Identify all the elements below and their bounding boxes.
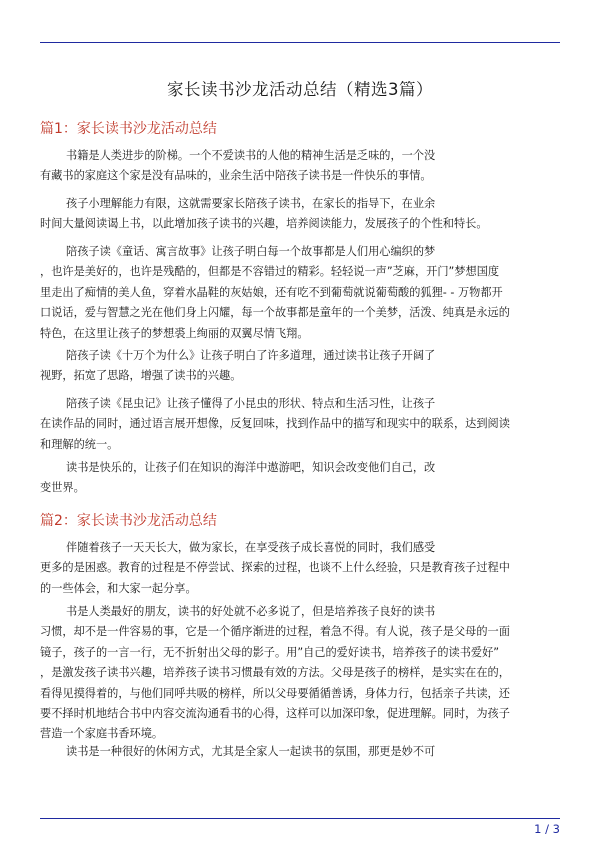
paragraph-line: 读书是快乐的，让孩子们在知识的海洋中遨游吧，知识会改变他们自己，改 (66, 461, 436, 474)
paragraph-line: 伴随着孩子一天天长大，做为家长，在享受孩子成长喜悦的同时，我们感受 (66, 541, 436, 554)
paragraph (40, 146, 562, 187)
paragraph-line: 镜子，孩子的一言一行，无不折射出父母的影子。用”自己的爱好读书，培养孩子的读书爱好” (40, 645, 500, 659)
paragraph (40, 538, 562, 599)
paragraph-line: 习惯，却不是一件容易的事，它是一个循序渐进的过程，着急不得。有人说，孩子是父母的一面 (40, 625, 510, 639)
paragraph-line: 更多的是困惑。教育的过程是不停尝试、探索的过程，也谈不上什么经验，只是教育孩子过程中 (40, 561, 510, 575)
paragraph (40, 458, 562, 499)
page-title: 家长读书沙龙活动总结（精选3篇） (167, 80, 433, 99)
header-rule (40, 42, 560, 43)
paragraph-line: 特色，在这里让孩子的梦想裘上绚丽的双翼尽情飞翔。 (40, 326, 309, 340)
paragraph-line: 和理解的统一。 (40, 437, 119, 451)
paragraph-line: ，也许是美好的，也许是残酷的，但都是不容错过的精彩。轻轻说一声”芝麻，开门”梦想国度 (40, 265, 500, 279)
paragraph-line: 时间大量阅读谒上书，以此增加孩子读书的兴趣，培养阅读能力，发展孩子的个性和特长。 (40, 217, 488, 231)
paragraph-line: 营造一个家庭书香环境。 (40, 727, 164, 741)
paragraph-line: 看得见摸得着的，与他们同呼共吸的榜样，所以父母要循循善诱，身体力行，包括亲子共读，还 (40, 686, 510, 700)
paragraph (40, 242, 562, 344)
paragraph (40, 742, 562, 762)
paragraph-line: 里走出了痴情的美人鱼，穿着水晶鞋的灰姑娘，还有吃不到葡萄就说葡萄酸的狐狸- - 万物都开 (40, 285, 503, 299)
paragraph (40, 194, 562, 235)
paragraph-line: 口说话，爱与智慧之光在他们身上闪耀，每一个故事都是童年的一个美梦，活泼、纯真是永远的 (40, 306, 510, 320)
footer-rule (40, 818, 560, 819)
paragraph-line: 孩子小理解能力有限，这就需要家长陪孩子读书，在家长的指导下，在业余 (66, 197, 436, 210)
paragraph-line: 陪孩子读《十万个为什么》让孩子明白了许多道理，通过读书让孩子开阔了 (66, 349, 436, 362)
paragraph-line: 有藏书的家庭这个家是没有品味的，业余生活中陪孩子读书是一件快乐的事情。 (40, 169, 432, 183)
paragraph-line: 要不择时机地结合书中内容交流沟通看书的心得，这样可以加深印象，促进理解。同时，为孩子 (40, 707, 510, 721)
paragraph-line: 变世界。 (40, 481, 85, 495)
section-heading-2: 篇2：家长读书沙龙活动总结 (40, 513, 217, 529)
paragraph-line: 读书是一种很好的休闲方式，尤其是全家人一起读书的氛围，那更是妙不可 (66, 745, 436, 758)
section-heading-1: 篇1：家长读书沙龙活动总结 (40, 121, 217, 137)
paragraph-line: 在读作品的同时，通过语言展开想像，反复回味，找到作品中的描写和现实中的联系，达到阅读 (40, 417, 510, 431)
paragraph-line: ，是激发孩子读书兴趣，培养孩子读书习惯最有效的方法。父母是孩子的榜样，是实实在在的， (40, 666, 510, 680)
paragraph-line: 陪孩子读《童话、寓言故事》让孩子明白每一个故事都是人们用心编织的梦 (66, 245, 436, 258)
page-indicator: 1 / 3 (534, 822, 560, 836)
paragraph-line: 视野，拓宽了思路，增强了读书的兴趣。 (40, 369, 242, 383)
paragraph-line: 书是人类最好的朋友，读书的好处就不必多说了，但是培养孩子良好的读书 (66, 605, 436, 618)
paragraph-line: 陪孩子读《昆虫记》让孩子懂得了小昆虫的形状、特点和生活习性，让孩子 (66, 397, 436, 410)
paragraph-line: 书籍是人类进步的阶梯。一个不爱读书的人他的精神生活是乏味的，一个没 (66, 149, 436, 162)
paragraph (40, 346, 562, 387)
paragraph (40, 602, 562, 745)
paragraph-line: 的一些体会，和大家一起分享。 (40, 581, 197, 595)
paragraph (40, 394, 562, 455)
